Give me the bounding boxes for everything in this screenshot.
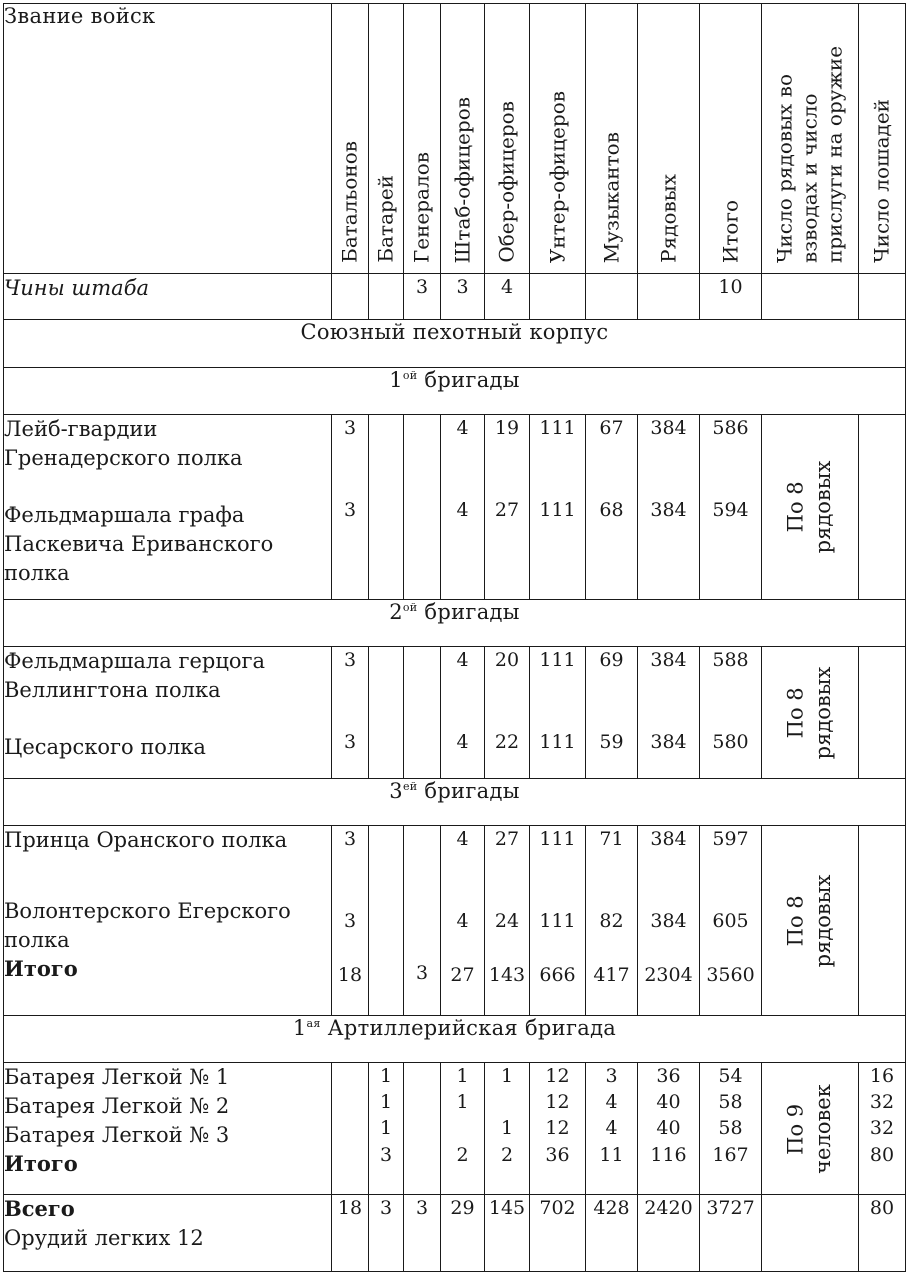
brigade2-privates: 384 384 — [638, 647, 700, 779]
artillery-body — [4, 1063, 906, 1195]
corps-title-row — [4, 320, 906, 368]
staff-total: 10 — [700, 274, 762, 320]
brigade1-total: 586 594 — [700, 415, 762, 600]
grand-total-horses: 80 — [859, 1195, 906, 1272]
brigade1-privates: 384 384 — [638, 415, 700, 600]
artillery-chief-officers: 1 1 2 — [485, 1063, 530, 1195]
brigade3-battalions: 3 3 18 — [332, 826, 369, 1016]
troop-table — [3, 3, 906, 1272]
staff-chief-officers: 4 — [485, 274, 530, 320]
brigade1-battalions: 3 3 — [332, 415, 369, 600]
brigade1-nco: 111 111 — [530, 415, 586, 600]
brigade3-note: По 8 рядовых — [762, 826, 859, 1016]
artillery-horses: 16 32 32 80 — [859, 1063, 906, 1195]
grand-total-chief-officers: 145 — [485, 1195, 530, 1272]
brigade3-musicians: 71 82 417 — [586, 826, 638, 1016]
brigade2-heading-row — [4, 600, 906, 647]
grand-total-staff-officers: 29 — [441, 1195, 485, 1272]
brigade2-heading: $2^{ой}$ бригады — [4, 600, 906, 647]
col-header-staff-officers: Штаб-офицеров — [441, 4, 485, 274]
col-header-chief-officers: Обер-офицеров — [485, 4, 530, 274]
brigade1-body — [4, 415, 906, 600]
brigade3-heading: $3^{ей}$ бригады — [4, 779, 906, 826]
artillery-heading: $1^{ая}$ Артиллерийская бригада — [4, 1016, 906, 1063]
artillery-labels: Батарея Легкой № 1 Батарея Легкой № 2 Батарея Легкой № 3 Итого — [4, 1063, 332, 1195]
grand-total-batteries: 3 — [369, 1195, 404, 1272]
artillery-total: 54 58 58 167 — [700, 1063, 762, 1195]
brigade3-body — [4, 826, 906, 1016]
staff-row — [4, 274, 906, 320]
col-header-nco: Унтер-офицеров — [530, 4, 586, 274]
grand-total-battalions: 18 — [332, 1195, 369, 1272]
brigade1-note: По 8 рядовых — [762, 415, 859, 600]
staff-label: Чины штаба — [4, 274, 332, 320]
artillery-heading-row — [4, 1016, 906, 1063]
brigade1-heading-row — [4, 368, 906, 415]
artillery-staff-officers: 1 1 2 — [441, 1063, 485, 1195]
brigade3-generals: 3 — [404, 826, 441, 1016]
staff-staff-officers: 3 — [441, 274, 485, 320]
brigade2-staff-officers: 4 4 — [441, 647, 485, 779]
brigade1-labels: Лейб-гвардии Гренадерского полка Фельдмаршала графа Паскевича Ериванского полка — [4, 415, 332, 600]
brigade2-nco: 111 111 — [530, 647, 586, 779]
brigade1-musicians: 67 68 — [586, 415, 638, 600]
header-title: Звание войск — [4, 4, 332, 274]
brigade2-total: 588 580 — [700, 647, 762, 779]
corps-title: Союзный пехотный корпус — [4, 320, 906, 368]
artillery-note: По 9 человек — [762, 1063, 859, 1195]
col-header-platoon-privates: Число рядовых во взводах и число прислуги на оружие — [762, 4, 859, 274]
col-header-privates: Рядовых — [638, 4, 700, 274]
brigade3-total: 597 605 3560 — [700, 826, 762, 1016]
brigade2-labels: Фельдмаршала герцога Веллингтона полка Цесарского полка — [4, 647, 332, 779]
grand-total-privates: 2420 — [638, 1195, 700, 1272]
col-header-batteries: Батарей — [369, 4, 404, 274]
grand-total-labels: Всего Орудий легких 12 — [4, 1195, 332, 1272]
brigade2-note: По 8 рядовых — [762, 647, 859, 779]
brigade3-heading-row — [4, 779, 906, 826]
col-header-musicians: Музыкантов — [586, 4, 638, 274]
brigade1-staff-officers: 4 4 — [441, 415, 485, 600]
col-header-horses: Число лошадей — [859, 4, 906, 274]
brigade3-chief-officers: 27 24 143 — [485, 826, 530, 1016]
col-header-total: Итого — [700, 4, 762, 274]
brigade1-heading: $1^{ой}$ бригады — [4, 368, 906, 415]
brigade2-battalions: 3 3 — [332, 647, 369, 779]
grand-total-total: 3727 — [700, 1195, 762, 1272]
artillery-nco: 12 12 12 36 — [530, 1063, 586, 1195]
header-row — [4, 4, 906, 274]
brigade2-musicians: 69 59 — [586, 647, 638, 779]
brigade3-staff-officers: 4 4 27 — [441, 826, 485, 1016]
grand-total-generals: 3 — [404, 1195, 441, 1272]
brigade1-chief-officers: 19 27 — [485, 415, 530, 600]
grand-total-nco: 702 — [530, 1195, 586, 1272]
brigade3-labels: Принца Оранского полка Волонтерского Егерского полка Итого — [4, 826, 332, 1016]
grand-total-musicians: 428 — [586, 1195, 638, 1272]
brigade3-privates: 384 384 2304 — [638, 826, 700, 1016]
col-header-generals: Генералов — [404, 4, 441, 274]
grand-total-row — [4, 1195, 906, 1272]
brigade2-body — [4, 647, 906, 779]
artillery-privates: 36 40 40 116 — [638, 1063, 700, 1195]
col-header-battalions: Батальонов — [332, 4, 369, 274]
staff-generals: 3 — [404, 274, 441, 320]
brigade3-nco: 111 111 666 — [530, 826, 586, 1016]
brigade2-chief-officers: 20 22 — [485, 647, 530, 779]
artillery-musicians: 3 4 4 11 — [586, 1063, 638, 1195]
artillery-batteries: 1 1 1 3 — [369, 1063, 404, 1195]
